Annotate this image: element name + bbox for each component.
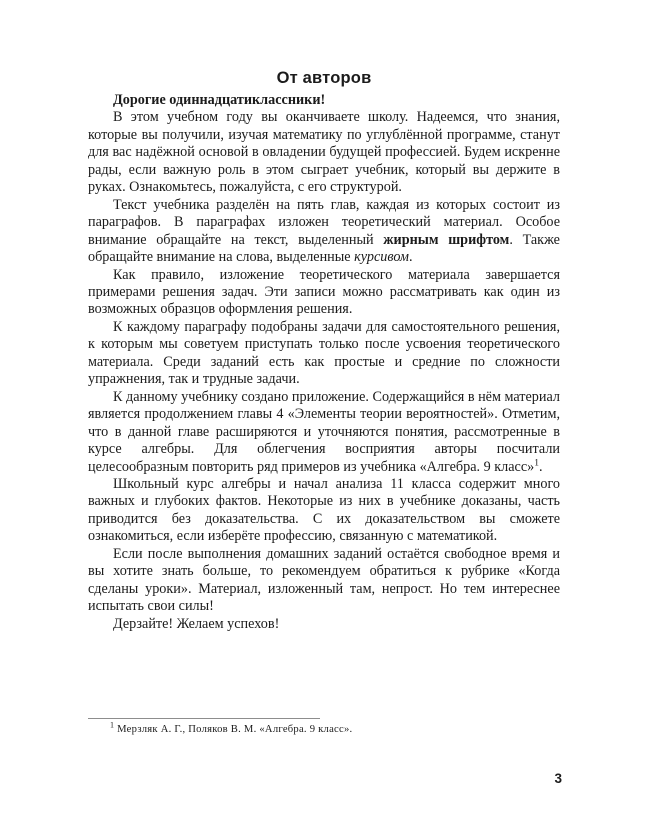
- paragraph-examples: [88, 267, 560, 319]
- appendix-text-2: .: [538, 458, 543, 475]
- paragraph-greeting: [88, 92, 560, 109]
- examples-text: Как правило, изложение теоретического материала завершается примерами решения задач. Эти записи можно рассматривать как один из возможных образцов оформления решения.: [88, 266, 560, 318]
- paragraph-closing: [88, 616, 560, 633]
- footnote-number: 1: [110, 720, 115, 730]
- structure-text-3: .: [408, 249, 413, 266]
- appendix-text-1: К данному учебнику создано приложение. Содержащийся в нём материал является продолжением главы 4 «Элементы теории вероятностей». Отметим, что в данной главе расширяются и уточняются понятия, рассмотренные в курсе алгебры. Для облегчения восприятия авторы посчитали целесообразным повторить ряд примеров из учебника «Алгебра. 9 класс»: [88, 388, 560, 475]
- tasks-text: К каждому параграфу подобраны задачи для самостоятельного решения, к которым мы советуем приступать только после усвоения теоретического материала. Среди заданий есть как простые и средние по сложности упражнения, так и трудные задачи.: [88, 318, 560, 388]
- greeting-text: В этом учебном году вы оканчиваете школу. Надеемся, что знания, которые вы получили, изучая математику по углублённой программе, станут для вас надёжной основой в овладении будущей профессией. Будем искренне рады, если важную роль в этом сыграет учебник, который вы держите в руках. Ознакомьтесь, пожалуйста, с его структурой.: [88, 109, 560, 196]
- structure-bold-phrase: жирным шрифтом: [383, 231, 510, 248]
- footnote-area: [88, 718, 560, 737]
- structure-text-2: . Также обращайте внимание на слова, выделенные: [88, 231, 560, 266]
- extra-text: Если после выполнения домашних заданий остаётся свободное время и вы хотите знать больше, то рекомендуем обратиться к рубрике «Когда сделаны уроки». Материал, изложенный там, непрост. Но тем интереснее испытать свои силы!: [88, 545, 560, 615]
- paragraph-structure: [88, 197, 560, 267]
- body-text-column: [88, 92, 560, 633]
- facts-text: Школьный курс алгебры и начал анализа 11 класса содержит много важных и глубоких фактов. Некоторые из них в учебнике доказаны, часть приводится без доказательства. С их доказательством вы сможете ознакомиться, если изберёте профессию, связанную с математикой.: [88, 475, 560, 545]
- footnote-line: [88, 720, 560, 737]
- footnote-citation-text: Мерзляк А. Г., Поляков В. М. «Алгебра. 9 класс».: [117, 724, 353, 735]
- paragraph-appendix: [88, 389, 560, 476]
- paragraph-facts: [88, 476, 560, 546]
- structure-italic-phrase: курсивом: [354, 249, 409, 266]
- closing-text: Дерзайте! Желаем успехов!: [113, 615, 280, 632]
- paragraph-tasks: [88, 319, 560, 389]
- structure-text-1: Текст учебника разделён на пять глав, каждая из которых состоит из параграфов. В параграфах изложен теоретический материал. Особое внимание обращайте на текст, выделенный: [88, 196, 560, 248]
- greeting-lead: Дорогие одиннадцатиклассники!: [113, 92, 326, 108]
- paragraph-greeting-body: [88, 109, 560, 196]
- paragraph-extra: [88, 546, 560, 616]
- page-title: От авторов: [276, 69, 372, 88]
- footnote-reference-marker[interactable]: 1: [534, 457, 539, 468]
- page-number: 3: [554, 771, 562, 786]
- footnote-separator-rule: [88, 718, 320, 719]
